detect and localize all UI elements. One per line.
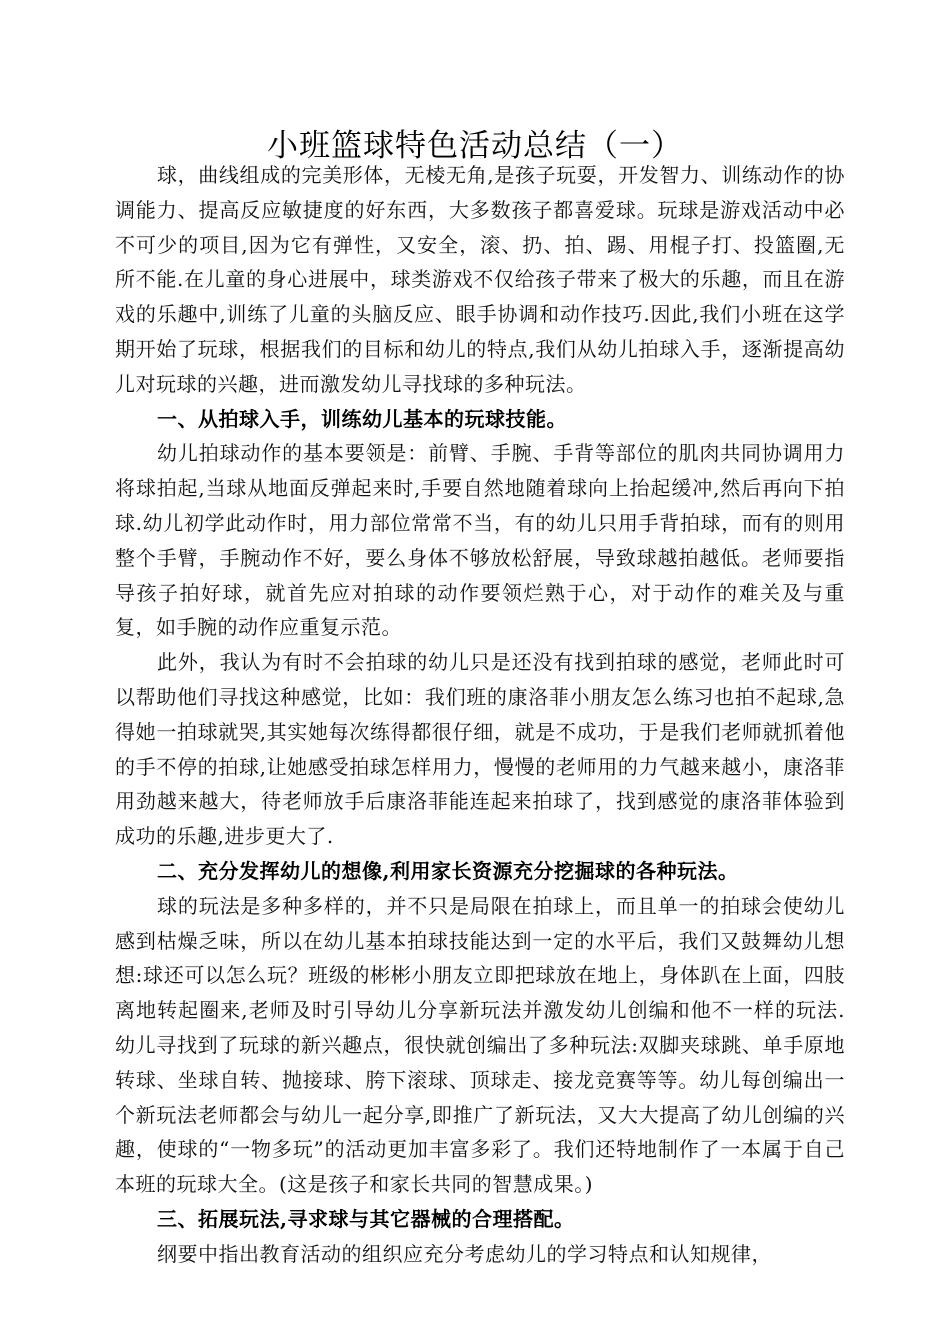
document-body	[115, 158, 845, 1272]
section-heading-2: 二、充分发挥幼儿的想像,利用家长资源充分挖掘球的各种玩法。	[157, 858, 739, 883]
section-2-paragraph-1: 球的玩法是多种多样的，并不只是局限在拍球上，而且单一的拍球会使幼儿感到枯燥乏味，所以在幼儿基本拍球技能达到一定的水平后，我们又鼓舞幼儿想想:球还可以怎么玩？班级的彬彬小朋友立即把球放在地上，身体趴在上面，四肢离地转起圈来,老师及时引导幼儿分享新玩法并激发幼儿创编和他不一样的玩法.幼儿寻找到了玩球的新兴趣点，很快就创编出了多种玩法:双脚夹球跳、单手原地转球、坐球自转、抛接球、胯下滚球、顶球走、接龙竞赛等等。幼儿每创编出一个新玩法老师都会与幼儿一起分享,即推广了新玩法，又大大提高了幼儿创编的兴趣，使球的“一物多玩”的活动更加丰富多彩了。我们还特地制作了一本属于自己本班的玩球大全。(这是孩子和家长共同的智慧成果。)	[115, 893, 845, 1197]
intro-paragraph: 球，曲线组成的完美形体，无棱无角,是孩子玩耍，开发智力、训练动作的协调能力、提高反应敏捷度的好东西，大多数孩子都喜爱球。玩球是游戏活动中必不可少的项目,因为它有弹性，又安全，滚、扔、拍、踢、用棍子打、投篮圈,无所不能.在儿童的身心进展中，球类游戏不仅给孩子带来了极大的乐趣，而且在游戏的乐趣中,训练了儿童的头脑反应、眼手协调和动作技巧.因此,我们小班在这学期开始了玩球，根据我们的目标和幼儿的特点,我们从幼儿拍球入手，逐渐提高幼儿对玩球的兴趣，进而激发幼儿寻找球的多种玩法。	[115, 163, 845, 396]
section-3-paragraph-1: 纲要中指出教育活动的组织应充分考虑幼儿的学习特点和认知规律，	[157, 1241, 772, 1266]
section-heading-1: 一、从拍球入手，训练幼儿基本的玩球技能。	[157, 406, 567, 431]
section-heading-3: 三、拓展玩法,寻求球与其它器械的合理搭配。	[157, 1206, 575, 1231]
section-1-paragraph-1: 幼儿拍球动作的基本要领是：前臂、手腕、手背等部位的肌肉共同协调用力将球拍起,当球从地面反弹起来时,手要自然地随着球向上抬起缓冲,然后再向下拍球.幼儿初学此动作时，用力部位常常不当，有的幼儿只用手背拍球，而有的则用整个手臂，手腕动作不好，要么身体不够放松舒展，导致球越拍越低。老师要指导孩子拍好球，就首先应对拍球的动作要领烂熟于心，对于动作的难关及与重复，如手腕的动作应重复示范。	[115, 441, 845, 640]
document-title: 小班篮球特色活动总结（一）	[267, 127, 683, 164]
section-1-paragraph-2: 此外，我认为有时不会拍球的幼儿只是还没有找到拍球的感觉，老师此时可以帮助他们寻找这种感觉，比如：我们班的康洛菲小朋友怎么练习也拍不起球,急得她一拍球就哭,其实她每次练得都很仔细，就是不成功，于是我们老师就抓着他的手不停的拍球,让她感受拍球怎样用力，慢慢的老师用的力气越来越小，康洛菲用劲越来越大，待老师放手后康洛菲能连起来拍球了，找到感觉的康洛菲体验到成功的乐趣,进步更大了.	[115, 650, 845, 849]
